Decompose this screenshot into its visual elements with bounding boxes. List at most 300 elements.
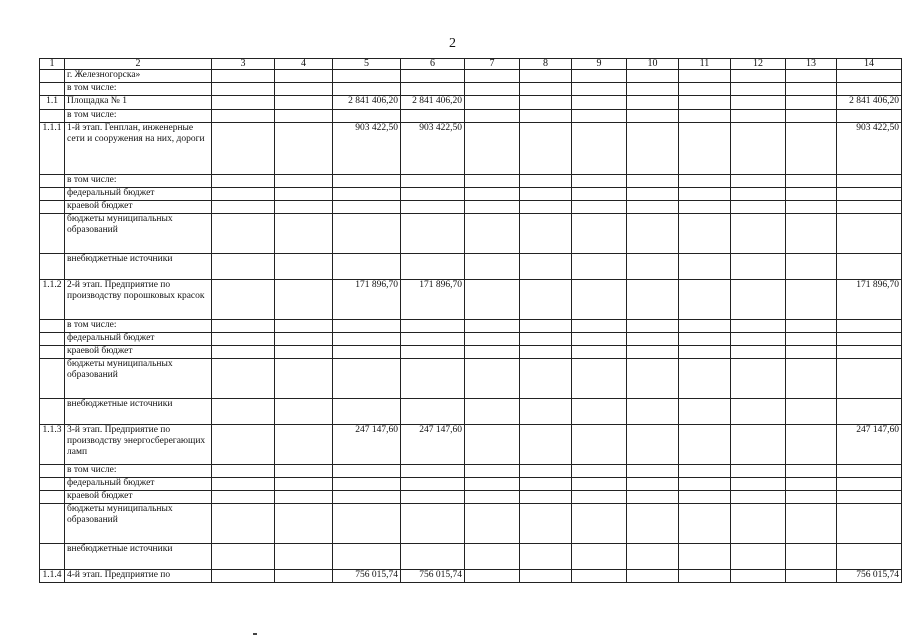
empty-cell xyxy=(465,333,520,346)
empty-cell xyxy=(212,570,275,583)
table-row xyxy=(40,320,902,333)
empty-cell xyxy=(465,544,520,570)
empty-cell xyxy=(731,544,786,570)
budget-table xyxy=(39,58,902,583)
empty-cell xyxy=(520,491,572,504)
empty-cell xyxy=(572,188,627,201)
empty-cell xyxy=(731,465,786,478)
empty-cell xyxy=(465,201,520,214)
empty-cell xyxy=(275,359,333,399)
amount-cell-col-6 xyxy=(401,399,465,425)
amount-cell-col-14 xyxy=(837,110,902,123)
table-row xyxy=(40,346,902,359)
empty-cell xyxy=(465,280,520,320)
empty-cell xyxy=(679,491,731,504)
empty-cell xyxy=(731,214,786,254)
empty-cell xyxy=(572,359,627,399)
scan-mark xyxy=(253,633,257,635)
empty-cell xyxy=(679,333,731,346)
empty-cell xyxy=(275,320,333,333)
amount-cell-col-14: 2 841 406,20 xyxy=(837,96,902,110)
table-row xyxy=(40,491,902,504)
empty-cell xyxy=(275,504,333,544)
empty-cell xyxy=(572,175,627,188)
empty-cell xyxy=(465,504,520,544)
empty-cell xyxy=(627,333,679,346)
row-name-cell: в том числе: xyxy=(65,175,212,188)
empty-cell xyxy=(572,570,627,583)
empty-cell xyxy=(275,425,333,465)
row-code-cell: 1.1.1 xyxy=(40,123,65,175)
empty-cell xyxy=(786,96,837,110)
empty-cell xyxy=(627,83,679,96)
empty-cell xyxy=(786,83,837,96)
row-name-cell: краевой бюджет xyxy=(65,346,212,359)
empty-cell xyxy=(212,346,275,359)
header-cell-9: 9 xyxy=(572,59,627,70)
row-name-cell: федеральный бюджет xyxy=(65,188,212,201)
empty-cell xyxy=(520,346,572,359)
row-name-cell: Площадка № 1 xyxy=(65,96,212,110)
row-name-cell: в том числе: xyxy=(65,320,212,333)
empty-cell xyxy=(786,478,837,491)
empty-cell xyxy=(786,320,837,333)
row-name-cell: 3-й этап. Предприятие по производству энергосберегающих ламп xyxy=(65,425,212,465)
empty-cell xyxy=(731,254,786,280)
amount-cell-col-5 xyxy=(333,70,401,83)
empty-cell xyxy=(731,570,786,583)
row-code-cell xyxy=(40,188,65,201)
row-code-cell: 1.1.2 xyxy=(40,280,65,320)
amount-cell-col-5 xyxy=(333,188,401,201)
amount-cell-col-5 xyxy=(333,478,401,491)
row-code-cell: 1.1.3 xyxy=(40,425,65,465)
amount-cell-col-14 xyxy=(837,333,902,346)
amount-cell-col-5 xyxy=(333,346,401,359)
table-row xyxy=(40,333,902,346)
amount-cell-col-6 xyxy=(401,504,465,544)
empty-cell xyxy=(520,83,572,96)
empty-cell xyxy=(465,399,520,425)
row-code-cell xyxy=(40,320,65,333)
empty-cell xyxy=(275,280,333,320)
empty-cell xyxy=(786,214,837,254)
empty-cell xyxy=(627,346,679,359)
row-code-cell xyxy=(40,399,65,425)
table-row xyxy=(40,254,902,280)
row-name-cell: в том числе: xyxy=(65,110,212,123)
empty-cell xyxy=(520,465,572,478)
table-row xyxy=(40,399,902,425)
empty-cell xyxy=(679,465,731,478)
row-name-cell: бюджеты муниципальных образований xyxy=(65,359,212,399)
empty-cell xyxy=(627,504,679,544)
empty-cell xyxy=(212,70,275,83)
empty-cell xyxy=(520,320,572,333)
empty-cell xyxy=(627,570,679,583)
table-row xyxy=(40,478,902,491)
empty-cell xyxy=(212,96,275,110)
amount-cell-col-14 xyxy=(837,214,902,254)
amount-cell-col-14 xyxy=(837,346,902,359)
row-code-cell xyxy=(40,70,65,83)
empty-cell xyxy=(627,110,679,123)
empty-cell xyxy=(275,491,333,504)
empty-cell xyxy=(679,359,731,399)
empty-cell xyxy=(731,320,786,333)
row-name-cell: в том числе: xyxy=(65,83,212,96)
amount-cell-col-14 xyxy=(837,320,902,333)
empty-cell xyxy=(520,570,572,583)
empty-cell xyxy=(731,175,786,188)
empty-cell xyxy=(520,214,572,254)
empty-cell xyxy=(627,96,679,110)
empty-cell xyxy=(679,399,731,425)
empty-cell xyxy=(679,201,731,214)
empty-cell xyxy=(731,96,786,110)
empty-cell xyxy=(275,201,333,214)
empty-cell xyxy=(679,110,731,123)
page-number: 2 xyxy=(449,36,456,51)
empty-cell xyxy=(786,254,837,280)
empty-cell xyxy=(212,333,275,346)
row-code-cell xyxy=(40,544,65,570)
header-cell-1: 1 xyxy=(40,59,65,70)
amount-cell-col-6: 2 841 406,20 xyxy=(401,96,465,110)
row-code-cell xyxy=(40,110,65,123)
header-cell-12: 12 xyxy=(731,59,786,70)
empty-cell xyxy=(212,254,275,280)
amount-cell-col-5 xyxy=(333,333,401,346)
row-name-cell: бюджеты муниципальных образований xyxy=(65,214,212,254)
empty-cell xyxy=(731,491,786,504)
amount-cell-col-14 xyxy=(837,465,902,478)
empty-cell xyxy=(679,504,731,544)
empty-cell xyxy=(731,280,786,320)
empty-cell xyxy=(572,504,627,544)
empty-cell xyxy=(465,254,520,280)
row-name-cell: в том числе: xyxy=(65,465,212,478)
amount-cell-col-6 xyxy=(401,346,465,359)
empty-cell xyxy=(679,425,731,465)
header-cell-4: 4 xyxy=(275,59,333,70)
row-code-cell: 1.1 xyxy=(40,96,65,110)
empty-cell xyxy=(572,254,627,280)
empty-cell xyxy=(275,478,333,491)
empty-cell xyxy=(786,346,837,359)
table-row xyxy=(40,70,902,83)
row-name-cell: 4-й этап. Предприятие по xyxy=(65,570,212,583)
empty-cell xyxy=(627,188,679,201)
amount-cell-col-14 xyxy=(837,83,902,96)
amount-cell-col-14 xyxy=(837,188,902,201)
empty-cell xyxy=(275,465,333,478)
empty-cell xyxy=(275,399,333,425)
empty-cell xyxy=(731,201,786,214)
empty-cell xyxy=(627,399,679,425)
row-name-cell: 1-й этап. Генплан, инженерные сети и сооружения на них, дороги xyxy=(65,123,212,175)
row-name-cell: г. Железногорска» xyxy=(65,70,212,83)
empty-cell xyxy=(786,399,837,425)
empty-cell xyxy=(212,425,275,465)
empty-cell xyxy=(572,425,627,465)
empty-cell xyxy=(679,214,731,254)
empty-cell xyxy=(627,465,679,478)
empty-cell xyxy=(465,110,520,123)
empty-cell xyxy=(731,70,786,83)
empty-cell xyxy=(786,70,837,83)
empty-cell xyxy=(627,214,679,254)
amount-cell-col-6 xyxy=(401,110,465,123)
row-code-cell xyxy=(40,83,65,96)
amount-cell-col-6 xyxy=(401,214,465,254)
empty-cell xyxy=(275,96,333,110)
empty-cell xyxy=(786,333,837,346)
amount-cell-col-5 xyxy=(333,544,401,570)
table-row xyxy=(40,96,902,110)
amount-cell-col-6 xyxy=(401,333,465,346)
empty-cell xyxy=(627,280,679,320)
empty-cell xyxy=(786,504,837,544)
empty-cell xyxy=(572,333,627,346)
amount-cell-col-5 xyxy=(333,214,401,254)
amount-cell-col-5: 2 841 406,20 xyxy=(333,96,401,110)
empty-cell xyxy=(786,425,837,465)
empty-cell xyxy=(679,346,731,359)
table-row xyxy=(40,188,902,201)
amount-cell-col-14 xyxy=(837,359,902,399)
empty-cell xyxy=(731,399,786,425)
empty-cell xyxy=(465,96,520,110)
empty-cell xyxy=(520,201,572,214)
amount-cell-col-6 xyxy=(401,83,465,96)
empty-cell xyxy=(465,478,520,491)
empty-cell xyxy=(572,201,627,214)
empty-cell xyxy=(731,359,786,399)
empty-cell xyxy=(731,83,786,96)
empty-cell xyxy=(679,570,731,583)
empty-cell xyxy=(465,359,520,399)
table-row xyxy=(40,570,902,583)
amount-cell-col-14 xyxy=(837,544,902,570)
empty-cell xyxy=(786,570,837,583)
empty-cell xyxy=(572,399,627,425)
empty-cell xyxy=(679,280,731,320)
amount-cell-col-5 xyxy=(333,359,401,399)
amount-cell-col-5: 756 015,74 xyxy=(333,570,401,583)
empty-cell xyxy=(679,544,731,570)
empty-cell xyxy=(731,110,786,123)
empty-cell xyxy=(520,123,572,175)
amount-cell-col-5 xyxy=(333,201,401,214)
empty-cell xyxy=(731,188,786,201)
amount-cell-col-14 xyxy=(837,254,902,280)
header-cell-8: 8 xyxy=(520,59,572,70)
amount-cell-col-5 xyxy=(333,504,401,544)
empty-cell xyxy=(572,280,627,320)
table-row xyxy=(40,214,902,254)
empty-cell xyxy=(786,123,837,175)
row-code-cell xyxy=(40,504,65,544)
empty-cell xyxy=(679,96,731,110)
amount-cell-col-6 xyxy=(401,491,465,504)
empty-cell xyxy=(520,359,572,399)
amount-cell-col-5 xyxy=(333,491,401,504)
amount-cell-col-5 xyxy=(333,175,401,188)
empty-cell xyxy=(465,465,520,478)
empty-cell xyxy=(572,544,627,570)
empty-cell xyxy=(275,70,333,83)
header-cell-6: 6 xyxy=(401,59,465,70)
header-cell-3: 3 xyxy=(212,59,275,70)
amount-cell-col-5 xyxy=(333,254,401,280)
amount-cell-col-14 xyxy=(837,478,902,491)
empty-cell xyxy=(275,83,333,96)
empty-cell xyxy=(786,175,837,188)
empty-cell xyxy=(275,346,333,359)
empty-cell xyxy=(679,70,731,83)
empty-cell xyxy=(627,491,679,504)
amount-cell-col-14: 171 896,70 xyxy=(837,280,902,320)
amount-cell-col-6 xyxy=(401,465,465,478)
empty-cell xyxy=(465,123,520,175)
empty-cell xyxy=(212,280,275,320)
row-code-cell xyxy=(40,346,65,359)
table-row xyxy=(40,465,902,478)
empty-cell xyxy=(572,346,627,359)
empty-cell xyxy=(572,214,627,254)
amount-cell-col-5: 903 422,50 xyxy=(333,123,401,175)
empty-cell xyxy=(572,96,627,110)
empty-cell xyxy=(572,123,627,175)
empty-cell xyxy=(627,359,679,399)
amount-cell-col-6 xyxy=(401,320,465,333)
header-cell-2: 2 xyxy=(65,59,212,70)
table-row xyxy=(40,123,902,175)
row-code-cell xyxy=(40,478,65,491)
row-name-cell: краевой бюджет xyxy=(65,201,212,214)
empty-cell xyxy=(212,399,275,425)
empty-cell xyxy=(679,188,731,201)
empty-cell xyxy=(520,280,572,320)
empty-cell xyxy=(627,254,679,280)
empty-cell xyxy=(465,570,520,583)
row-code-cell xyxy=(40,465,65,478)
empty-cell xyxy=(465,320,520,333)
empty-cell xyxy=(572,70,627,83)
row-code-cell xyxy=(40,359,65,399)
amount-cell-col-14 xyxy=(837,175,902,188)
amount-cell-col-6 xyxy=(401,70,465,83)
amount-cell-col-6 xyxy=(401,188,465,201)
empty-cell xyxy=(786,544,837,570)
empty-cell xyxy=(520,254,572,280)
amount-cell-col-6 xyxy=(401,478,465,491)
amount-cell-col-5 xyxy=(333,399,401,425)
empty-cell xyxy=(627,70,679,83)
empty-cell xyxy=(465,214,520,254)
empty-cell xyxy=(275,254,333,280)
amount-cell-col-5 xyxy=(333,83,401,96)
amount-cell-col-5 xyxy=(333,465,401,478)
row-code-cell xyxy=(40,254,65,280)
header-cell-11: 11 xyxy=(679,59,731,70)
empty-cell xyxy=(731,478,786,491)
empty-cell xyxy=(275,110,333,123)
empty-cell xyxy=(731,346,786,359)
header-cell-5: 5 xyxy=(333,59,401,70)
amount-cell-col-14: 247 147,60 xyxy=(837,425,902,465)
amount-cell-col-6 xyxy=(401,175,465,188)
empty-cell xyxy=(679,478,731,491)
amount-cell-col-5 xyxy=(333,110,401,123)
row-name-cell: федеральный бюджет xyxy=(65,478,212,491)
empty-cell xyxy=(520,110,572,123)
table-row xyxy=(40,110,902,123)
empty-cell xyxy=(465,83,520,96)
empty-cell xyxy=(520,96,572,110)
table-row xyxy=(40,425,902,465)
empty-cell xyxy=(572,491,627,504)
row-name-cell: бюджеты муниципальных образований xyxy=(65,504,212,544)
empty-cell xyxy=(275,188,333,201)
amount-cell-col-14 xyxy=(837,491,902,504)
empty-cell xyxy=(786,465,837,478)
empty-cell xyxy=(627,320,679,333)
empty-cell xyxy=(786,280,837,320)
amount-cell-col-6: 171 896,70 xyxy=(401,280,465,320)
empty-cell xyxy=(786,110,837,123)
empty-cell xyxy=(275,544,333,570)
empty-cell xyxy=(572,465,627,478)
table-row xyxy=(40,175,902,188)
empty-cell xyxy=(731,425,786,465)
amount-cell-col-5: 247 147,60 xyxy=(333,425,401,465)
row-code-cell: 1.1.4 xyxy=(40,570,65,583)
amount-cell-col-6: 903 422,50 xyxy=(401,123,465,175)
empty-cell xyxy=(212,504,275,544)
empty-cell xyxy=(786,491,837,504)
empty-cell xyxy=(627,123,679,175)
empty-cell xyxy=(572,320,627,333)
empty-cell xyxy=(212,188,275,201)
amount-cell-col-5: 171 896,70 xyxy=(333,280,401,320)
empty-cell xyxy=(627,544,679,570)
empty-cell xyxy=(465,188,520,201)
row-name-cell: краевой бюджет xyxy=(65,491,212,504)
empty-cell xyxy=(572,83,627,96)
amount-cell-col-14: 903 422,50 xyxy=(837,123,902,175)
empty-cell xyxy=(679,254,731,280)
empty-cell xyxy=(275,175,333,188)
empty-cell xyxy=(465,175,520,188)
row-code-cell xyxy=(40,333,65,346)
header-cell-13: 13 xyxy=(786,59,837,70)
header-cell-7: 7 xyxy=(465,59,520,70)
empty-cell xyxy=(786,201,837,214)
table-row xyxy=(40,201,902,214)
empty-cell xyxy=(212,175,275,188)
table-row xyxy=(40,359,902,399)
amount-cell-col-14 xyxy=(837,201,902,214)
empty-cell xyxy=(520,188,572,201)
empty-cell xyxy=(520,544,572,570)
row-name-cell: внебюджетные источники xyxy=(65,254,212,280)
amount-cell-col-14 xyxy=(837,399,902,425)
empty-cell xyxy=(212,214,275,254)
empty-cell xyxy=(520,425,572,465)
empty-cell xyxy=(212,465,275,478)
